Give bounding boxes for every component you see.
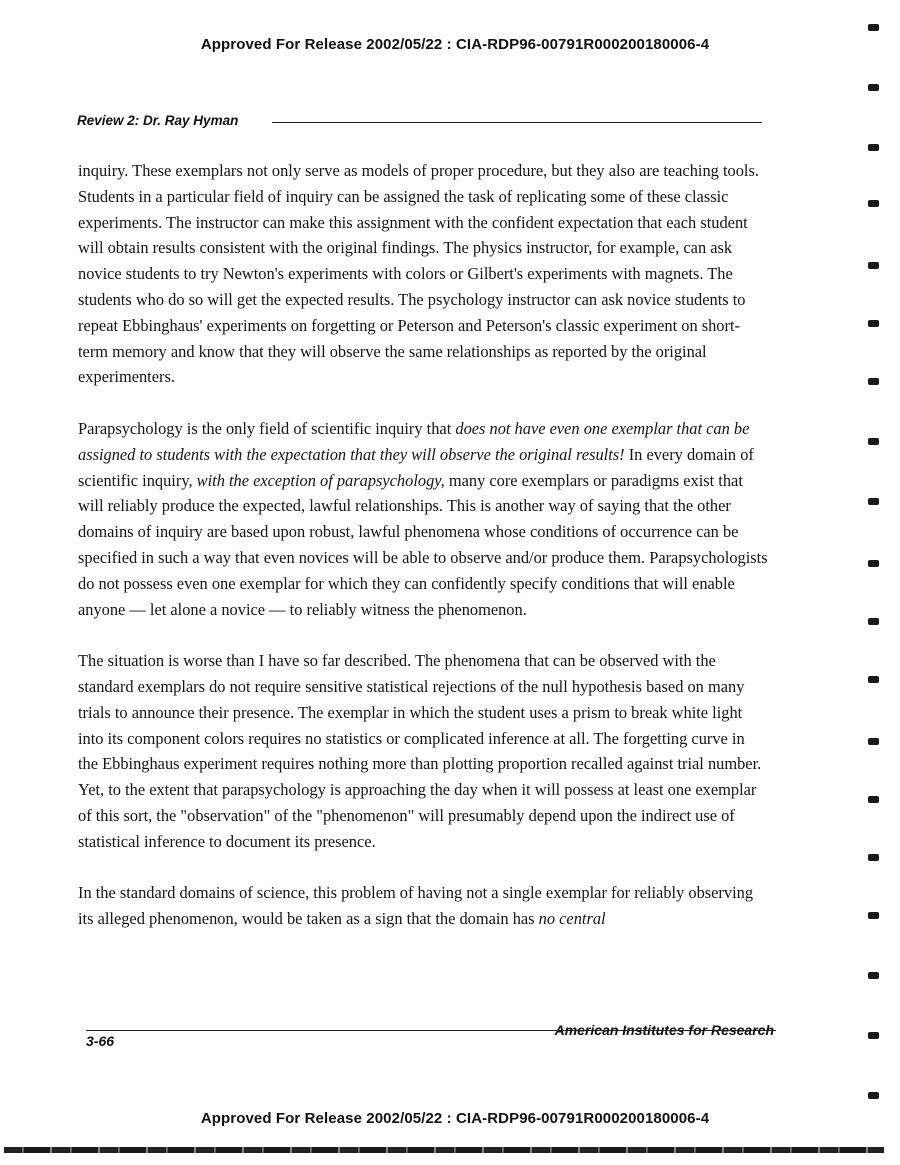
scan-mark: [868, 1032, 879, 1039]
scan-mark: [868, 200, 879, 207]
scan-mark: [868, 796, 879, 803]
scan-mark: [868, 24, 879, 31]
paragraph-2-emphasis-2: with the exception of parapsychology,: [196, 470, 445, 490]
paragraph-2-text-c: many core exemplars or paradigms exist that will reliably produce the expected, lawful relationships. This is another way of saying that the other domains of inquiry are based upon robust, lawful phenomena whose conditions of occurrence can be specified in such a way that even novices will be able to observe and/or produce them. Parapsychologists do not possess even one exemplar for which they can confidently specify conditions that will enable anyone — let alone a novice — to reliably witness the phenomenon.: [78, 470, 768, 619]
scan-mark: [868, 738, 879, 745]
scan-mark: [868, 84, 879, 91]
organization-name: American Institutes for Research: [554, 1022, 774, 1038]
paragraph-4-emphasis: no central: [538, 909, 606, 929]
page-number: 3-66: [86, 1033, 115, 1049]
release-stamp-top: Approved For Release 2002/05/22 : CIA-RDP96-00791R000200180006-4: [200, 36, 710, 53]
paragraph-3: The situation is worse than I have so far described. The phenomena that can be observed with the standard exemplars do not require sensitive statistical rejections of the null hypothesis based on many trials to announce their presence. The exemplar in which the student uses a prism to break white light into its component colors requires no statistics or complicated inference at all. The forgetting curve in the Ebbinghaus experiment requires nothing more than plotting proportion recalled against trial number. Yet, to the extent that parapsychology is approaching the day when it will possess at least one exemplar of this sort, the "observation" of the "phenomenon" will presumably depend upon the indirect use of statistical inference to document its presence.: [78, 651, 762, 851]
scan-margin-marks: [866, 0, 886, 1165]
paragraph-1: inquiry. These exemplars not only serve as models of proper procedure, but they also are teaching tools. Students in a particular field of inquiry can be assigned the task of replicating some of these classic experiments. The instructor can make this assignment with the confident expectation that each student will obtain results consistent with the original findings. The physics instructor, for example, can ask novice students to try Newton's experiments with colors or Gilbert's experiments with magnets. The students who do so will get the expected results. The psychology instructor can ask novice students to repeat Ebbinghaus' experiments on forgetting or Peterson and Peterson's classic experiment on short-term memory and know that they will observe the same relationships as reported by the original experimenters.: [78, 161, 759, 387]
scan-mark: [868, 676, 879, 683]
scan-mark: [868, 972, 879, 979]
paragraph-2-emphasis-1: does not have even one exemplar that can be assigned to students with the expectation that they will observe the original results!: [78, 418, 750, 464]
footer-rule: [86, 1030, 776, 1031]
paragraph-2-text-b: In every domain of scientific inquiry,: [78, 444, 754, 490]
scan-mark: [868, 144, 879, 151]
scan-mark: [868, 1092, 879, 1099]
header-rule: [272, 122, 762, 123]
scan-mark: [868, 320, 879, 327]
running-head: Review 2: Dr. Ray Hyman: [77, 113, 239, 128]
scan-mark: [868, 378, 879, 385]
scan-mark: [868, 438, 879, 445]
document-body: [78, 158, 768, 932]
scan-mark: [868, 854, 879, 861]
scan-mark: [868, 560, 879, 567]
scan-mark: [868, 262, 879, 269]
scan-edge-strip: [4, 1147, 884, 1153]
scan-mark: [868, 498, 879, 505]
scan-mark: [868, 912, 879, 919]
paragraph-2: [78, 416, 768, 622]
release-stamp-bottom: Approved For Release 2002/05/22 : CIA-RDP96-00791R000200180006-4: [200, 1110, 710, 1127]
scan-mark: [868, 618, 879, 625]
paragraph-4-text: In the standard domains of science, this problem of having not a single exemplar for reliably observing its alleged phenomenon, would be taken as a sign that the domain has: [78, 883, 754, 929]
paragraph-4: [78, 880, 768, 932]
paragraph-2-text-a: Parapsychology is the only field of scientific inquiry that: [78, 418, 456, 438]
